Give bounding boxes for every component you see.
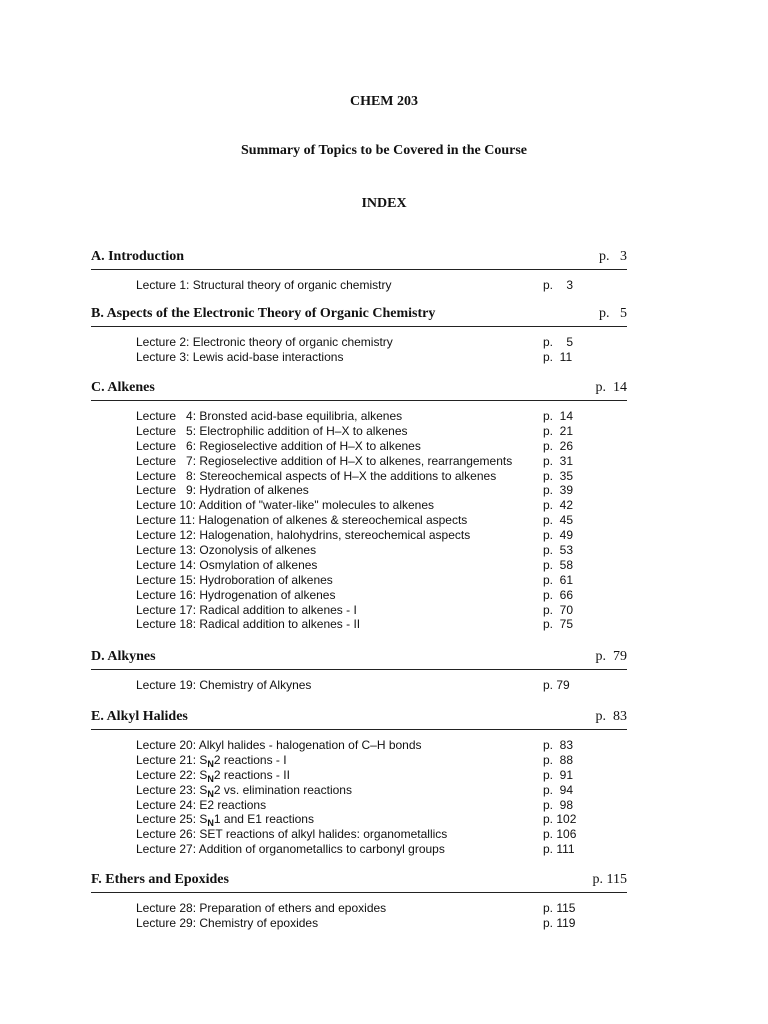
lecture-label: Lecture 24: E2 reactions <box>136 797 267 812</box>
lecture-row <box>91 768 627 783</box>
lecture-label <box>136 783 352 798</box>
section-page: p. 83 <box>595 709 627 724</box>
section-page: p. 14 <box>595 380 627 395</box>
lecture-label-start: Lecture 21: S <box>136 752 208 767</box>
subscript-n: N <box>207 773 214 784</box>
lecture-row <box>91 483 627 498</box>
section-title: A. Introduction <box>91 249 185 264</box>
lecture-page: p. 42 <box>543 498 574 513</box>
lecture-label: Lecture 27: Addition of organometallics to carbonyl groups <box>136 842 445 857</box>
lecture-page: p. 94 <box>543 782 574 797</box>
lecture-label: Lecture 18: Radical addition to alkenes - II <box>136 617 361 632</box>
lecture-row <box>91 528 627 543</box>
lecture-row <box>91 798 627 813</box>
lecture-page: p. 98 <box>543 797 574 812</box>
lecture-row <box>91 901 627 916</box>
lecture-row <box>91 424 627 439</box>
lecture-label: Lecture 9: Hydration of alkenes <box>136 483 309 498</box>
section-heading <box>91 649 627 670</box>
lecture-page: p. 49 <box>543 528 574 543</box>
lecture-page: p. 102 <box>543 812 577 827</box>
index-section <box>91 249 627 293</box>
section-title: B. Aspects of the Electronic Theory of Organic Chemistry <box>91 306 436 321</box>
section-title: C. Alkenes <box>91 380 155 395</box>
lecture-label-start: Lecture 23: S <box>136 782 208 797</box>
lecture-page: p. 88 <box>543 752 574 767</box>
lecture-label: Lecture 14: Osmylation of alkenes <box>136 557 318 572</box>
lecture-row <box>91 753 627 768</box>
lecture-label-end: 2 reactions - II <box>213 767 290 782</box>
lecture-row <box>91 827 627 842</box>
lecture-label <box>136 753 287 768</box>
lecture-row <box>91 842 627 857</box>
lecture-label: Lecture 13: Ozonolysis of alkenes <box>136 543 317 558</box>
lecture-label: Lecture 8: Stereochemical aspects of H–X the additions to alkenes <box>136 468 497 483</box>
lecture-label: Lecture 28: Preparation of ethers and epoxides <box>136 901 387 915</box>
lecture-label: Lecture 16: Hydrogenation of alkenes <box>136 587 336 602</box>
lecture-label-end: 2 reactions - I <box>213 752 287 767</box>
lecture-label: Lecture 10: Addition of "water-like" molecules to alkenes <box>136 498 435 513</box>
lecture-row <box>91 588 627 603</box>
lecture-page: p. 35 <box>543 468 574 483</box>
lecture-list <box>91 738 627 857</box>
lecture-label: Lecture 20: Alkyl halides - halogenation of C–H bonds <box>136 738 422 752</box>
section-heading <box>91 709 627 730</box>
section-heading <box>91 249 627 270</box>
lecture-page: p. 39 <box>543 483 574 498</box>
lecture-label-start: Lecture 25: S <box>136 812 208 827</box>
section-title: F. Ethers and Epoxides <box>91 872 229 887</box>
section-title: E. Alkyl Halides <box>91 709 188 724</box>
lecture-page: p. 11 <box>543 349 573 364</box>
lecture-list <box>91 409 627 632</box>
lecture-row <box>91 278 627 293</box>
section-title: D. Alkynes <box>91 649 156 664</box>
lecture-label: Lecture 1: Structural theory of organic chemistry <box>136 278 392 292</box>
lecture-page: p. 45 <box>543 513 574 528</box>
lecture-page: p. 5 <box>543 335 574 349</box>
lecture-page: p. 115 <box>543 901 576 915</box>
lecture-page: p. 21 <box>543 423 574 438</box>
lecture-row <box>91 603 627 618</box>
lecture-label: Lecture 12: Halogenation, halohydrins, stereochemical aspects <box>136 528 471 543</box>
index-section <box>91 306 627 365</box>
section-heading <box>91 380 627 401</box>
lecture-row <box>91 678 627 693</box>
index-section <box>91 709 627 857</box>
subscript-n: N <box>207 788 214 799</box>
index-heading: INDEX <box>361 196 407 211</box>
section-page: p. 79 <box>595 649 627 664</box>
lecture-row <box>91 558 627 573</box>
lecture-page: p. 111 <box>543 842 575 857</box>
lecture-page: p. 66 <box>543 587 574 602</box>
lecture-row <box>91 916 627 931</box>
lecture-label: Lecture 19: Chemistry of Alkynes <box>136 678 312 692</box>
lecture-row <box>91 454 627 469</box>
lecture-label: Lecture 2: Electronic theory of organic chemistry <box>136 335 393 349</box>
lecture-label: Lecture 17: Radical addition to alkenes - I <box>136 602 357 617</box>
lecture-label: Lecture 3: Lewis acid-base interactions <box>136 349 344 364</box>
lecture-page: p. 83 <box>543 738 574 752</box>
lecture-row <box>91 513 627 528</box>
section-page: p. 3 <box>599 249 627 264</box>
lecture-page: p. 61 <box>543 572 574 587</box>
lecture-page: p. 53 <box>543 543 574 558</box>
lecture-row <box>91 335 627 350</box>
lecture-list <box>91 335 627 365</box>
lecture-page: p. 3 <box>543 278 574 292</box>
section-page: p. 115 <box>592 872 627 887</box>
lecture-list <box>91 678 627 693</box>
lecture-label: Lecture 6: Regioselective addition of H–X to alkenes <box>136 438 421 453</box>
subscript-n: N <box>207 818 214 829</box>
lecture-row <box>91 812 627 827</box>
document-subtitle: Summary of Topics to be Covered in the Course <box>241 143 527 158</box>
lecture-page: p. 106 <box>543 827 577 842</box>
lecture-label: Lecture 7: Regioselective addition of H–X to alkenes, rearrangements <box>136 453 513 468</box>
lecture-page: p. 58 <box>543 557 574 572</box>
section-page: p. 5 <box>599 306 627 321</box>
lecture-label: Lecture 4: Bronsted acid-base equilibria, alkenes <box>136 409 403 423</box>
lecture-row <box>91 498 627 513</box>
lecture-page: p. 75 <box>543 617 574 632</box>
lecture-page: p. 14 <box>543 409 574 423</box>
lecture-label-start: Lecture 22: S <box>136 767 208 782</box>
lecture-label: Lecture 26: SET reactions of alkyl halides: organometallics <box>136 827 448 842</box>
lecture-row <box>91 439 627 454</box>
lecture-label <box>136 812 314 827</box>
lecture-row <box>91 409 627 424</box>
lecture-row <box>91 617 627 632</box>
lecture-list <box>91 278 627 293</box>
lecture-page: p. 70 <box>543 602 574 617</box>
lecture-page: p. 26 <box>543 438 574 453</box>
lecture-row <box>91 543 627 558</box>
lecture-label <box>136 768 290 783</box>
lecture-row <box>91 350 627 365</box>
lecture-label: Lecture 5: Electrophilic addition of H–X to alkenes <box>136 423 408 438</box>
lecture-row <box>91 573 627 588</box>
index-section <box>91 380 627 632</box>
section-heading <box>91 306 627 327</box>
lecture-label: Lecture 29: Chemistry of epoxides <box>136 915 319 930</box>
lecture-page: p. 91 <box>543 767 574 782</box>
section-heading <box>91 872 627 893</box>
lecture-page: p. 119 <box>543 915 576 930</box>
lecture-label: Lecture 11: Halogenation of alkenes & stereochemical aspects <box>136 513 468 528</box>
index-section <box>91 649 627 693</box>
course-title: CHEM 203 <box>349 94 419 109</box>
lecture-label: Lecture 15: Hydroboration of alkenes <box>136 572 333 587</box>
lecture-list <box>91 901 627 931</box>
lecture-row <box>91 738 627 753</box>
index-section <box>91 872 627 931</box>
lecture-page: p. 31 <box>543 453 574 468</box>
lecture-row <box>91 469 627 484</box>
lecture-page: p. 79 <box>543 678 570 692</box>
subscript-n: N <box>207 758 214 769</box>
lecture-label-end: 2 vs. elimination reactions <box>213 782 352 797</box>
lecture-row <box>91 783 627 798</box>
lecture-label-end: 1 and E1 reactions <box>213 812 314 827</box>
